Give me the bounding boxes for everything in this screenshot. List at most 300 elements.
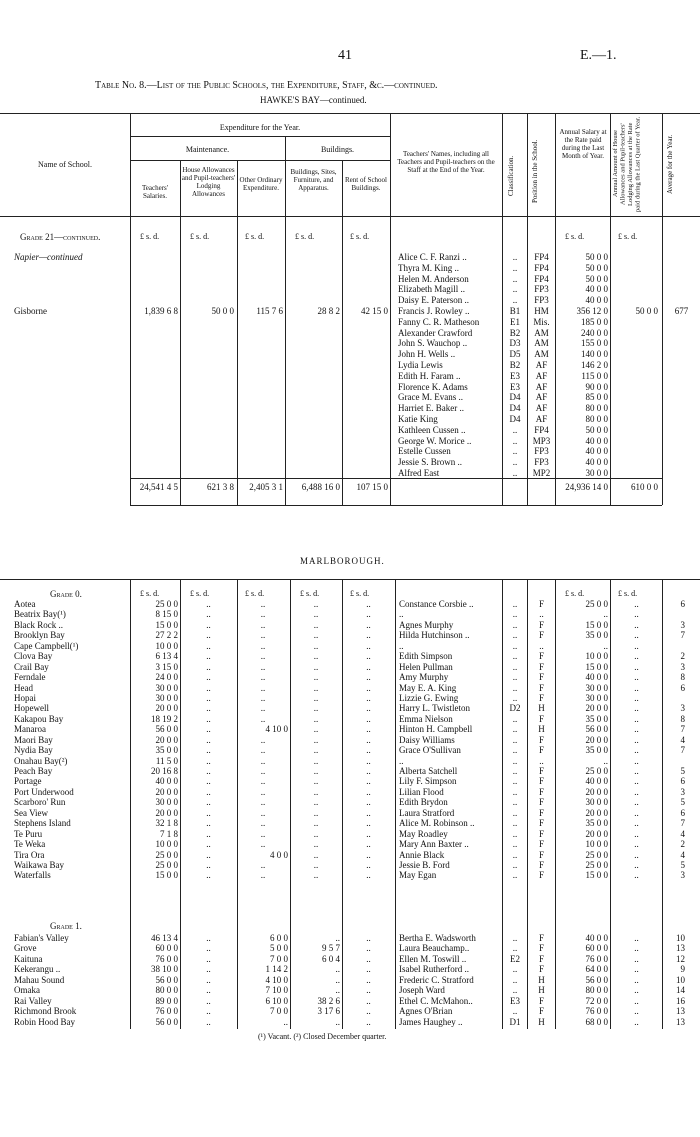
position: F — [538, 776, 544, 787]
classification: .. — [512, 797, 518, 808]
house-allowance: .. — [206, 839, 211, 850]
teachers-salaries: 89 0 0 — [155, 995, 178, 1006]
house-allowance: .. — [206, 985, 211, 996]
annual-amount: .. — [634, 786, 639, 797]
page-reference: E.—1. — [580, 48, 617, 63]
teacher-name: Alfred East — [398, 467, 440, 478]
annual-amount: .. — [634, 755, 639, 766]
average: 6 — [680, 682, 685, 693]
buildings-sites: .. — [313, 870, 319, 881]
classification: D1 — [509, 1016, 521, 1027]
teachers-salaries: 60 0 0 — [155, 943, 178, 954]
buildings-sites: 9 5 7 — [322, 943, 340, 954]
house-allowance: .. — [206, 776, 211, 787]
position: AF — [535, 359, 548, 370]
buildings-sites: .. — [335, 1016, 340, 1027]
annual-amount: .. — [634, 703, 639, 714]
house-allowance: .. — [206, 630, 211, 641]
buildings-sites: .. — [313, 713, 319, 724]
annual-amount: .. — [634, 818, 639, 829]
teachers-salaries: 11 5 0 — [155, 755, 178, 766]
buildings-sites: .. — [313, 630, 319, 641]
other-expenditure: .. — [260, 713, 266, 724]
teacher-name: Constance Corsbie .. — [399, 599, 474, 609]
classification: .. — [512, 713, 518, 724]
position: Mis. — [533, 316, 550, 327]
header-top-rule — [0, 113, 700, 114]
other-expenditure: .. — [260, 619, 266, 630]
other-expenditure: .. — [260, 609, 266, 620]
position: F — [538, 619, 544, 630]
other-expenditure: .. — [260, 661, 266, 672]
rent: .. — [366, 619, 371, 630]
classification: .. — [512, 640, 518, 651]
classification: D4 — [509, 413, 521, 424]
position: AF — [535, 392, 548, 403]
buildings-sites: .. — [313, 619, 319, 630]
buildings-sites: .. — [313, 766, 319, 776]
teachers-salaries: 76 0 0 — [155, 1006, 178, 1017]
position: FP4 — [534, 252, 549, 262]
average — [663, 609, 685, 619]
school-napier: Napier—continued — [14, 252, 83, 262]
buildings-sites: .. — [313, 661, 319, 672]
house-allowance: .. — [206, 651, 211, 662]
school-name: Kaituna — [14, 953, 43, 964]
rent: .. — [366, 818, 371, 829]
house-allowance: .. — [206, 619, 211, 630]
rent: .. — [366, 703, 371, 714]
footnote: (¹) Vacant. (²) Closed December quarter. — [258, 1032, 387, 1041]
salary: .. — [603, 755, 608, 766]
rent: .. — [366, 1016, 371, 1027]
classification: .. — [512, 870, 518, 881]
position: F — [538, 943, 544, 954]
rent: .. — [366, 943, 371, 954]
teachers-salaries: 20 0 0 — [155, 786, 178, 797]
buildings-sites: .. — [313, 599, 319, 609]
other-expenditure: .. — [260, 599, 266, 609]
teachers-salaries: 3 15 0 — [155, 661, 178, 672]
teacher-name: .. — [399, 755, 404, 766]
teacher-name: Kathleen Cussen .. — [398, 424, 466, 435]
house-allowance: .. — [206, 953, 211, 964]
salary: 15 0 0 — [585, 619, 608, 630]
col-average: Average for the Year. — [666, 134, 674, 194]
salary: 76 0 0 — [585, 953, 608, 964]
buildings-sites: .. — [313, 692, 319, 703]
classification: .. — [512, 985, 518, 996]
rent: .. — [366, 797, 371, 808]
position: FP3 — [534, 295, 549, 306]
other-expenditure: .. — [260, 870, 266, 881]
teacher-name: May E. A. King — [399, 682, 457, 693]
position: F — [538, 964, 544, 975]
school-name: Nydia Bay — [14, 745, 53, 756]
other-expenditure: .. — [260, 703, 266, 714]
salary: 20 0 0 — [585, 734, 608, 745]
classification: B2 — [509, 359, 521, 370]
classification: .. — [512, 609, 518, 620]
teacher-name: Alice C. F. Ranzi .. — [398, 252, 467, 262]
salary: 155 0 0 — [581, 338, 608, 349]
col-classification: Classification. — [507, 155, 515, 197]
annual-amount: .. — [634, 651, 639, 662]
other-expenditure: 7 0 0 — [270, 1006, 288, 1017]
classification: .. — [512, 755, 518, 766]
school-name: Portage — [14, 776, 42, 787]
buildings-sites: 6 0 4 — [322, 953, 340, 964]
position: F — [538, 818, 544, 829]
teacher-name: Francis J. Rowley .. — [398, 305, 470, 316]
other-expenditure: .. — [260, 818, 266, 829]
teacher-name: Harriet E. Baker .. — [398, 403, 464, 414]
house-allowance: .. — [206, 933, 211, 943]
other-expenditure: 7 0 0 — [270, 953, 288, 964]
salary: 40 0 0 — [585, 776, 608, 787]
classification: .. — [512, 457, 518, 468]
buildings-sites: .. — [313, 797, 319, 808]
teachers-salaries: 38 10 0 — [151, 964, 178, 975]
school-name: Kakapou Bay — [14, 713, 64, 724]
position: F — [538, 672, 544, 683]
position: HM — [534, 305, 549, 316]
other-expenditure: .. — [260, 766, 266, 776]
salary: 40 0 0 — [585, 933, 608, 943]
position: F — [538, 995, 544, 1006]
classification: .. — [512, 262, 518, 273]
position: FP4 — [534, 424, 549, 435]
teachers-salaries: 25 0 0 — [155, 599, 178, 609]
classification: .. — [512, 776, 518, 787]
salary: 76 0 0 — [585, 1006, 608, 1017]
buildings-sites: .. — [313, 755, 319, 766]
teacher-name: John H. Wells .. — [398, 349, 456, 360]
col-name-school: Name of School. — [38, 160, 92, 169]
classification: B1 — [509, 305, 521, 316]
other-expenditure: .. — [260, 839, 266, 850]
teacher-name: Estelle Cussen — [398, 446, 451, 457]
grade-1-heading: Grade 1. — [50, 921, 82, 931]
col-house-allowances: House Allowances and Pupil-teachers' Lodging Allowances — [181, 166, 236, 198]
average: 10 — [676, 933, 685, 943]
grade0-salaries-list — [131, 599, 178, 881]
rent: .. — [366, 964, 371, 975]
salary: 140 0 0 — [581, 349, 608, 360]
teachers-salaries: 32 1 8 — [155, 818, 178, 829]
classification: B2 — [509, 327, 521, 338]
salary: 25 0 0 — [585, 766, 608, 776]
classification: .. — [512, 252, 518, 262]
classification: .. — [512, 435, 518, 446]
buildings-sites: .. — [335, 933, 340, 943]
rent: .. — [366, 692, 371, 703]
rent: .. — [366, 755, 371, 766]
classification: .. — [512, 619, 518, 630]
salary: 30 0 0 — [585, 467, 608, 478]
annual-amount: .. — [634, 1006, 639, 1017]
hb-teacher-list — [398, 252, 502, 479]
salary: 15 0 0 — [585, 661, 608, 672]
teacher-name: Joseph Ward — [399, 985, 445, 996]
rent: .. — [366, 849, 371, 860]
salary: 30 0 0 — [585, 682, 608, 693]
teacher-name: Jessie B. Ford — [399, 859, 450, 870]
annual-amount: .. — [634, 661, 639, 672]
rent: .. — [366, 974, 371, 985]
school-name: Manaroa — [14, 724, 46, 735]
classification: .. — [512, 661, 518, 672]
position: FP4 — [534, 262, 549, 273]
buildings-sites: .. — [335, 974, 340, 985]
school-name: Te Puru — [14, 828, 43, 839]
school-name: Robin Hood Bay — [14, 1016, 76, 1027]
position: AF — [535, 413, 548, 424]
teacher-name: Lily F. Simpson — [399, 776, 457, 787]
house-allowance: .. — [206, 640, 211, 651]
classification: .. — [512, 446, 518, 457]
teacher-name: Daisy Williams — [399, 734, 455, 745]
annual-amount: .. — [634, 713, 639, 724]
grade0-school-list — [14, 599, 130, 881]
house-allowance: .. — [206, 692, 211, 703]
classification: D2 — [509, 703, 521, 714]
buildings-sites: .. — [313, 724, 319, 735]
school-name: Fabian's Valley — [14, 933, 69, 943]
annual-amount: .. — [634, 870, 639, 881]
classification: E1 — [510, 316, 520, 327]
average: 4 — [680, 849, 685, 860]
position: F — [538, 1006, 544, 1017]
rent: .. — [366, 807, 371, 818]
school-name: Ferndale — [14, 672, 46, 683]
position: F — [538, 745, 544, 756]
classification: .. — [512, 974, 518, 985]
teacher-name: Edith H. Faram .. — [398, 370, 461, 381]
grade1-average-list — [663, 933, 685, 1027]
house-allowance: .. — [206, 661, 211, 672]
other-expenditure: 4 0 0 — [270, 849, 288, 860]
teacher-name: Frederic C. Stratford — [399, 974, 474, 985]
house-allowance: .. — [206, 818, 211, 829]
other-expenditure: 6 0 0 — [270, 933, 288, 943]
rent: .. — [366, 745, 371, 756]
rent: .. — [366, 1006, 371, 1017]
average: 3 — [680, 619, 685, 630]
teachers-salaries: 40 0 0 — [155, 776, 178, 787]
salary: 56 0 0 — [585, 724, 608, 735]
classification: .. — [512, 273, 518, 284]
average: 12 — [676, 953, 685, 964]
salary: 25 0 0 — [585, 849, 608, 860]
house-allowance: .. — [206, 964, 211, 975]
average: 13 — [676, 1006, 685, 1017]
teacher-name: Grace O'Sullivan — [399, 745, 461, 756]
salary: 356 12 0 — [576, 305, 608, 316]
house-allowance: .. — [206, 672, 211, 683]
annual-amount: .. — [634, 828, 639, 839]
salary: 50 0 0 — [585, 262, 608, 273]
classification: .. — [512, 630, 518, 641]
classification: .. — [512, 859, 518, 870]
teachers-salaries: 18 19 2 — [151, 713, 178, 724]
salary: 50 0 0 — [585, 252, 608, 262]
rent: .. — [366, 786, 371, 797]
teacher-name: Alice M. Robinson .. — [399, 818, 475, 829]
annual-amount: .. — [634, 943, 639, 954]
teacher-name: Daisy E. Paterson .. — [398, 295, 469, 306]
average — [663, 641, 685, 651]
salary: 40 0 0 — [585, 457, 608, 468]
annual-amount: .. — [634, 797, 639, 808]
total-salaries: 24,541 4 5 — [139, 482, 178, 492]
other-expenditure: .. — [283, 1016, 288, 1027]
annual-amount: .. — [634, 766, 639, 776]
teacher-name: Helen M. Anderson — [398, 273, 469, 284]
other-expenditure: .. — [260, 692, 266, 703]
other-expenditure: .. — [260, 786, 266, 797]
annual-amount: .. — [634, 859, 639, 870]
average: 10 — [676, 974, 685, 985]
house-allowance: .. — [206, 599, 211, 609]
buildings-sites: .. — [313, 786, 319, 797]
teacher-name: Annie Black — [399, 849, 445, 860]
grade1-position-list — [528, 933, 555, 1027]
classification: .. — [512, 724, 518, 735]
salary: 35 0 0 — [585, 630, 608, 641]
teachers-salaries: 20 16 8 — [151, 766, 178, 776]
grade0-annual-list — [611, 599, 662, 881]
col-teachers-salaries: Teachers' Salaries. — [141, 184, 169, 200]
grade1-salary-list — [556, 933, 608, 1027]
teachers-salaries: 46 13 4 — [151, 933, 178, 943]
classification: .. — [512, 745, 518, 756]
classification: .. — [512, 682, 518, 693]
grade0-rent-list — [343, 599, 394, 881]
classification: .. — [512, 839, 518, 850]
rent: .. — [366, 734, 371, 745]
house-allowance: .. — [206, 995, 211, 1006]
teacher-name: George W. Morice .. — [398, 435, 472, 446]
position: FP3 — [534, 457, 549, 468]
salary: 68 0 0 — [585, 1016, 608, 1027]
school-name: Grove — [14, 943, 37, 954]
position: F — [538, 682, 544, 693]
position: H — [538, 985, 545, 996]
classification: .. — [512, 818, 518, 829]
school-name: Hopai — [14, 692, 36, 703]
school-name: Waikawa Bay — [14, 859, 65, 870]
average: 8 — [680, 713, 685, 724]
school-name: Port Underwood — [14, 786, 74, 797]
header-bottom-rule — [0, 216, 700, 217]
position: F — [538, 828, 544, 839]
teachers-salaries: 56 0 0 — [155, 724, 178, 735]
grade-21-heading: Grade 21—continued. — [20, 232, 101, 242]
other-expenditure: .. — [260, 755, 266, 766]
buildings-sites: .. — [335, 985, 340, 996]
teachers-salaries: 25 0 0 — [155, 849, 178, 860]
rent: .. — [366, 682, 371, 693]
classification: .. — [512, 943, 518, 954]
grade1-annual-list — [611, 933, 662, 1027]
school-name: Mahau Sound — [14, 974, 65, 985]
col-annual-amount: Annual Amount of House Allowances and Pupil-teachers' Lodging Allowances at the Rate paid during the Last Quarter of Year. — [612, 116, 642, 212]
salary: 25 0 0 — [585, 859, 608, 870]
rent: .. — [366, 839, 371, 850]
house-allowance: .. — [206, 859, 211, 870]
house-allowance: .. — [206, 807, 211, 818]
average — [663, 693, 685, 703]
average: 5 — [680, 859, 685, 870]
teachers-salaries: 30 0 0 — [155, 682, 178, 693]
annual-amount: .. — [634, 964, 639, 975]
other-expenditure: 7 10 0 — [265, 985, 288, 996]
house-allowance: .. — [206, 609, 211, 620]
other-expenditure: 5 0 0 — [270, 943, 288, 954]
teachers-salaries: 10 0 0 — [155, 640, 178, 651]
teacher-name: Ethel C. McMahon.. — [399, 995, 473, 1006]
house-allowance: .. — [206, 755, 211, 766]
teacher-name: Thyra M. King .. — [398, 262, 459, 273]
teacher-name: Agnes Murphy — [399, 619, 454, 630]
average: 3 — [680, 870, 685, 881]
salary: 25 0 0 — [585, 599, 608, 609]
classification: D3 — [509, 338, 521, 349]
salary: 10 0 0 — [585, 651, 608, 662]
salary: 40 0 0 — [585, 435, 608, 446]
school-name: Beatrix Bay(¹) — [14, 609, 66, 620]
teachers-salaries: 35 0 0 — [155, 745, 178, 756]
house-allowance: .. — [206, 1016, 211, 1027]
teacher-name: .. — [399, 609, 404, 620]
position: .. — [539, 755, 544, 766]
teachers-salaries: 56 0 0 — [155, 1016, 178, 1027]
buildings-sites: .. — [313, 682, 319, 693]
buildings-sites: .. — [313, 859, 319, 870]
hb-position-list — [528, 252, 555, 479]
grade0-teacher-list — [399, 599, 502, 881]
col-position: Position in the School. — [531, 139, 539, 203]
teacher-name: Laura Beauchamp.. — [399, 943, 470, 954]
col-maintenance: Maintenance. — [185, 145, 230, 154]
other-expenditure: .. — [260, 682, 266, 693]
grade1-class-list — [503, 933, 527, 1027]
salary: 80 0 0 — [585, 403, 608, 414]
classification: .. — [512, 692, 518, 703]
school-name: Tira Ora — [14, 849, 45, 860]
house-allowance: .. — [206, 734, 211, 745]
school-name: Rai Valley — [14, 995, 52, 1006]
position: AM — [534, 349, 549, 360]
classification: .. — [512, 295, 518, 306]
buildings-sites: .. — [313, 703, 319, 714]
salary: 115 0 0 — [581, 370, 608, 381]
position: F — [538, 849, 544, 860]
average: 3 — [680, 786, 685, 797]
average: 5 — [680, 797, 685, 808]
house-allowance: .. — [206, 786, 211, 797]
col-expenditure: Expenditure for the Year. — [219, 123, 301, 132]
teacher-name: Fanny C. R. Matheson — [398, 316, 480, 327]
teacher-name: Hilda Hutchinson .. — [399, 630, 470, 641]
buildings-sites: .. — [313, 807, 319, 818]
buildings-sites: .. — [313, 745, 319, 756]
teachers-salaries: 76 0 0 — [155, 953, 178, 964]
col-buildings: Buildings. — [320, 145, 355, 154]
average: 3 — [680, 703, 685, 714]
other-expenditure: .. — [260, 745, 266, 756]
